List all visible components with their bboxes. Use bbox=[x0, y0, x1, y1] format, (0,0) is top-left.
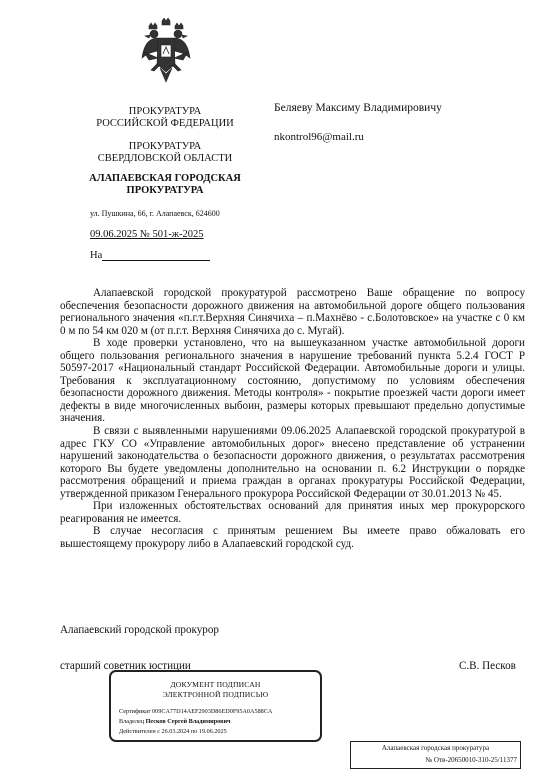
body-paragraph: Алапаевской городской прокуратурой рассмотрено Ваше обращение по вопросу обеспечения безопасности дорожного движения на автомобильной дороге общего пользования регионального значения «п.г.т.Верхняя Синячиха – п.Махнёво - с.Болотовское» на участке с 0 км 0 м по 54 км 020 м (от п.г.т. Верхняя Синячиха до с. Мугай). bbox=[60, 287, 525, 337]
org-address: ул. Пушкина, 66, г. Алапаевск, 624600 bbox=[90, 209, 220, 218]
stamp-heading-line2: ЭЛЕКТРОННОЙ ПОДПИСЬЮ bbox=[162, 689, 269, 699]
stamp-validity-from: 26.03.2024 bbox=[161, 728, 190, 735]
reference-label: На bbox=[90, 250, 103, 261]
signatory-title: Алапаевский городской прокурор bbox=[60, 624, 219, 636]
stamp-validity-label: Действителен bbox=[119, 728, 156, 735]
stamp-validity bbox=[119, 728, 227, 735]
stamp-owner-label: Владелец bbox=[119, 718, 145, 725]
stamp-certificate-value: 009CA77D14AEF2903D86ED0F95A0A588CA bbox=[152, 708, 273, 715]
recipient-name: Беляеву Максиму Владимировичу bbox=[274, 102, 442, 114]
stamp-certificate-label: Сертификат bbox=[119, 708, 151, 715]
registration-stamp-number: № Отв-20650010-310-25/11377 bbox=[425, 756, 517, 764]
org-rf-line2: РОССИЙСКОЙ ФЕДЕРАЦИИ bbox=[96, 118, 234, 129]
registration-stamp-org: Алапаевская городская прокуратура bbox=[381, 744, 490, 752]
org-sverdlovsk-line1: ПРОКУРАТУРА bbox=[128, 141, 202, 152]
body-paragraph: В случае несогласия с принятым решением Вы имеете право обжаловать его вышестоящему прокурору либо в Алапаевский городской суд. bbox=[60, 525, 525, 550]
stamp-certificate bbox=[119, 708, 272, 715]
letter-body bbox=[60, 287, 525, 550]
org-rf bbox=[60, 106, 270, 130]
stamp-heading-line1: ДОКУМЕНТ ПОДПИСАН bbox=[170, 680, 261, 689]
body-paragraph: При изложенных обстоятельствах оснований для принятия иных мер прокурорского реагирования не имеется. bbox=[60, 500, 525, 525]
stamp-heading bbox=[111, 680, 320, 699]
org-alapaevsk-line1: АЛАПАЕВСКАЯ ГОРОДСКАЯ bbox=[89, 173, 241, 184]
stamp-owner-value: Песков Сергей Владимирович bbox=[145, 718, 231, 725]
org-sverdlovsk bbox=[60, 141, 270, 165]
registration-line: 09.06.2025 № 501-ж-2025 bbox=[90, 229, 204, 240]
signatory-name: С.В. Песков bbox=[459, 660, 516, 672]
electronic-signature-stamp bbox=[109, 670, 322, 742]
body-paragraph: В связи с выявленными нарушениями 09.06.2025 Алапаевской городской прокуратурой в адрес ГКУ СО «Управление автомобильных дорог» внесено представление об устранении нарушений законодательства о безопасности дорожного движения, о результатах рассмотрения которого Вы будете уведомлены дополнительно на основании п. 6.2 Инструкции о порядке рассмотрения обращений и приема граждан в органах прокуратуры Российской Федерации, утвержденной приказом Генерального прокурора Российской Федерации от 30.01.2013 № 45. bbox=[60, 425, 525, 500]
org-alapaevsk-line2: ПРОКУРАТУРА bbox=[126, 185, 204, 196]
reference-blank bbox=[102, 249, 210, 261]
body-paragraph: В ходе проверки установлено, что на вышеуказанном участке автомобильной дороги общего пользования регионального значения в нарушение требований пункта 5.2.4 ГОСТ Р 50597-2017 «Национальный стандарт Российской Федерации. Автомобильные дороги и улицы. Требования к эксплуатационному состоянию, допустимому по условиям обеспечения безопасности дорожного движения. Методы контроля» - покрытие проезжей части дороги имеет дефекты в виде многочисленных выбоин, размеры которых превышают предельно допустимые значения. bbox=[60, 337, 525, 425]
stamp-validity-from-label: с bbox=[157, 728, 160, 735]
registration-stamp bbox=[350, 741, 521, 769]
reference-line bbox=[90, 249, 210, 261]
org-alapaevsk bbox=[60, 173, 270, 197]
stamp-validity-to-label: по bbox=[190, 728, 198, 735]
double-headed-eagle-emblem bbox=[141, 18, 191, 86]
stamp-owner bbox=[119, 718, 231, 725]
org-rf-line1: ПРОКУРАТУРА bbox=[128, 106, 202, 117]
signatory-rank: старший советник юстиции bbox=[60, 660, 191, 672]
org-sverdlovsk-line2: СВЕРДЛОВСКОЙ ОБЛАСТИ bbox=[97, 153, 233, 164]
recipient-email: nkontrol96@mail.ru bbox=[274, 131, 364, 143]
stamp-validity-to: 19.06.2025 bbox=[198, 728, 227, 735]
